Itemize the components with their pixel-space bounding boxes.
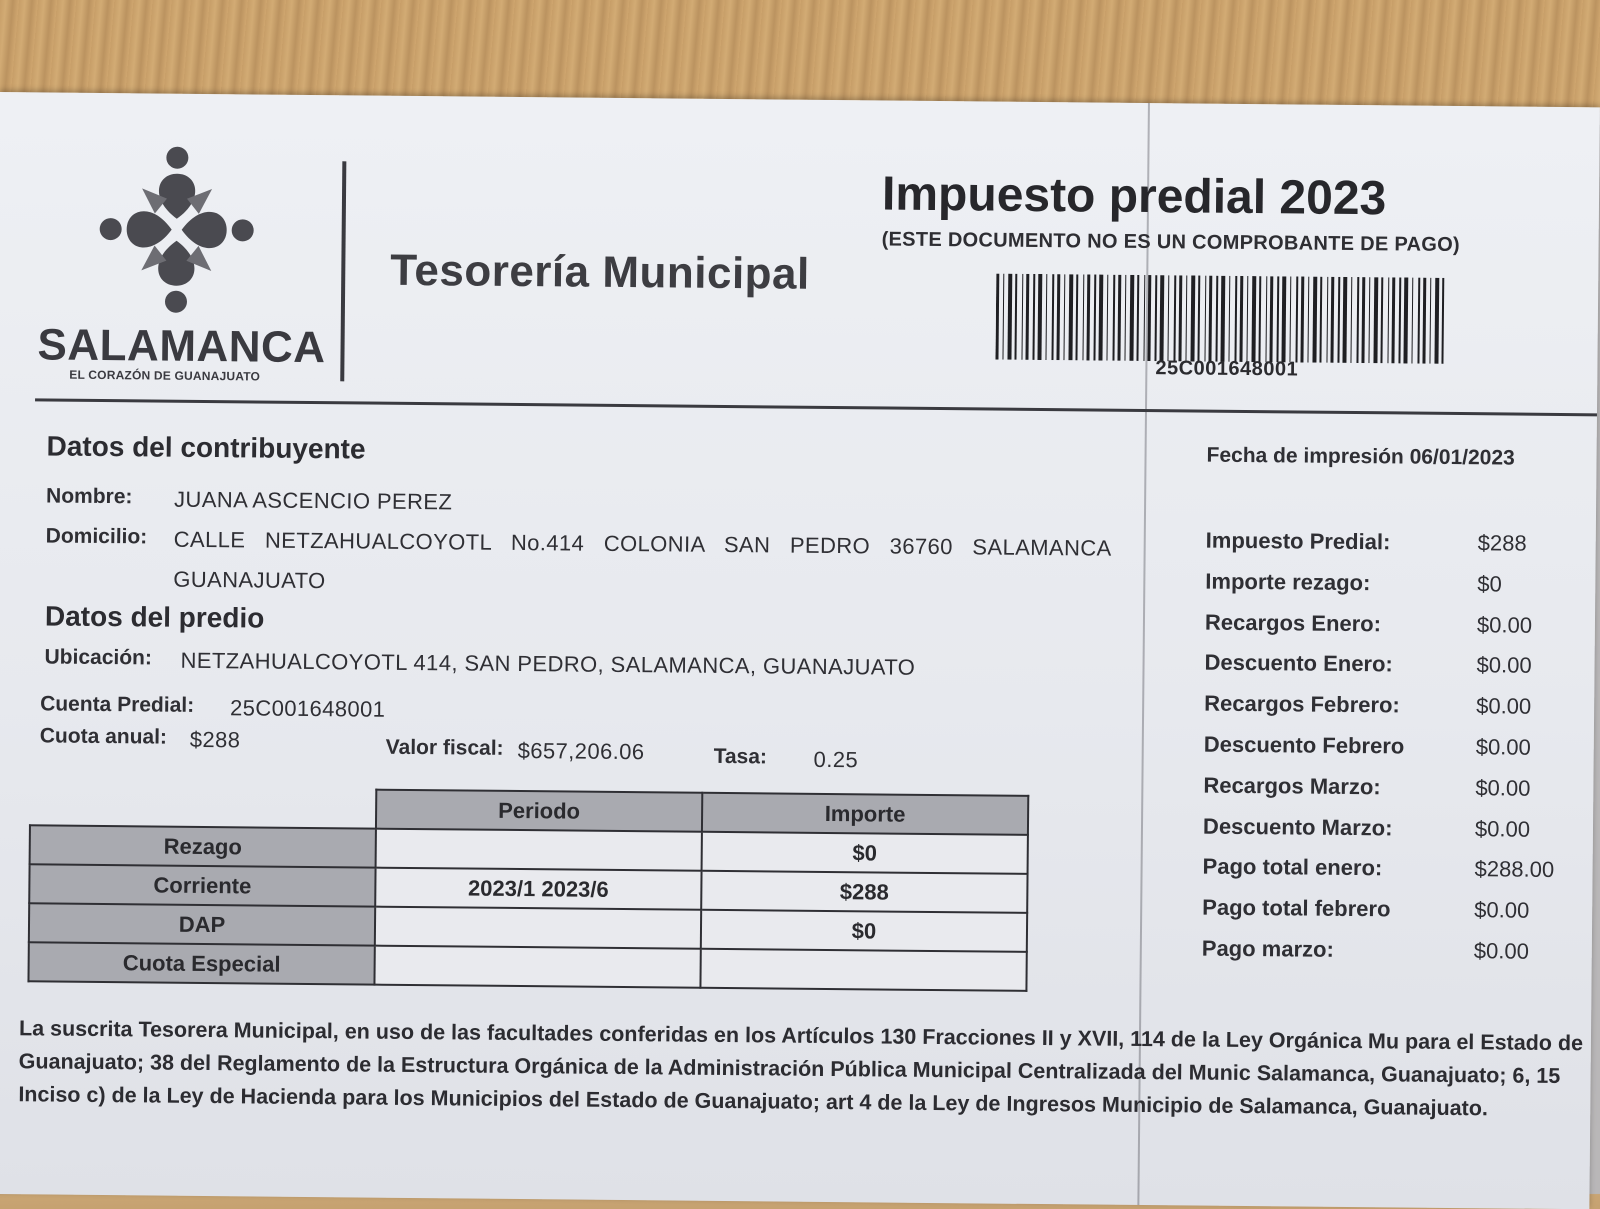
summary-label: Pago marzo: (1201, 935, 1334, 962)
summary-label: Recargos Marzo: (1203, 772, 1381, 800)
summary-label: Recargos Febrero: (1204, 690, 1400, 718)
summary-value: $288 (1477, 530, 1527, 556)
cuenta-label: Cuenta Predial: (40, 692, 195, 717)
legal-text: La suscrita Tesorera Municipal, en uso de las facultades conferidas en los Artículos 130 Fracciones II y XVII, 114 de la Ley Orgánica Mu para el Estado de Guanajuato; 38 del Reglamento de la Estructura Orgánica de la Administración Pública Municipal Centralizada del Munic Salamanca, Guanajuato; 6, 15 Inciso c) de la Ley de Hacienda para los Municipios del Estado de Guanajuato; art 4 de la Ley de Ingresos Municipio de Salamanca, Guanajuato. (18, 1016, 1584, 1121)
summary-value: $0.00 (1476, 652, 1532, 679)
summary-label: Impuesto Predial: (1205, 527, 1391, 555)
table-corner (30, 786, 376, 828)
list-item (1202, 936, 1582, 980)
domicilio-label: Domicilio: (45, 524, 148, 549)
summary-label: Recargos Enero: (1204, 609, 1382, 636)
summary-value: $0.00 (1475, 734, 1531, 760)
list-item (1204, 691, 1584, 735)
row-periodo (376, 829, 702, 871)
tasa-label: Tasa: (713, 744, 768, 769)
cuota-label: Cuota anual: (39, 724, 168, 749)
periodos-table (27, 785, 1029, 992)
row-importe: $0 (701, 910, 1027, 952)
tasa-value: 0.25 (813, 746, 859, 773)
summary-value: $0.00 (1473, 938, 1530, 964)
row-periodo (375, 907, 701, 949)
summary-value: $0.00 (1475, 774, 1531, 801)
list-item (1205, 609, 1585, 653)
fecha-value: 06/01/2023 (1409, 445, 1515, 470)
row-periodo: 2023/1 2023/6 (375, 868, 701, 910)
cuenta-value: 25C001648001 (229, 695, 386, 722)
barcode-icon (995, 274, 1448, 364)
list-item (1202, 895, 1582, 939)
valor-fiscal-value: $657,206.06 (517, 738, 645, 765)
nombre-label: Nombre: (46, 484, 133, 509)
summary-value: $0.00 (1474, 897, 1530, 923)
cuota-value: $288 (189, 726, 241, 753)
fecha-label: Fecha de impresión (1206, 443, 1404, 469)
list-item (1204, 732, 1584, 776)
brand-name: SALAMANCA (37, 320, 326, 373)
summary-value: $0.00 (1476, 611, 1533, 638)
header-rule (35, 398, 1597, 416)
ubicacion-value: NETZAHUALCOYOTL 414, SAN PEDRO, SALAMANCA, GUANAJUATO (180, 647, 916, 680)
table-row (28, 942, 1026, 991)
barcode-number: 25C001648001 (1155, 357, 1299, 381)
nombre-value: JUANA ASCENCIO PEREZ (173, 486, 453, 515)
summary-list (1202, 528, 1586, 980)
summary-label: Descuento Enero: (1204, 649, 1393, 677)
list-item (1203, 772, 1583, 816)
ubicacion-label: Ubicación: (44, 645, 153, 670)
summary-value: $0.00 (1476, 693, 1532, 719)
summary-value: $288.00 (1474, 856, 1555, 883)
summary-label: Importe rezago: (1205, 568, 1371, 595)
header-divider (340, 161, 346, 381)
row-concepto: DAP (29, 903, 375, 945)
tax-document (0, 92, 1600, 1209)
row-importe: $288 (701, 871, 1027, 913)
brand-tagline: EL CORAZÓN DE GUANAJUATO (69, 367, 261, 384)
document-disclaimer: (ESTE DOCUMENTO NO ES UN COMPROBANTE DE PAGO) (881, 228, 1461, 257)
list-item (1205, 528, 1585, 572)
section-title-contribuyente: Datos del contribuyente (46, 430, 366, 465)
domicilio-line2: GUANAJUATO (173, 566, 326, 594)
document-title: Impuesto predial 2023 (881, 167, 1387, 226)
list-item (1204, 650, 1584, 694)
section-title-predio: Datos del predio (44, 600, 265, 634)
row-importe (700, 949, 1026, 991)
summary-label: Pago total febrero (1202, 894, 1391, 922)
domicilio-line1: CALLE NETZAHUALCOYOTL No.414 COLONIA SAN PEDRO 36760 SALAMANCA (173, 526, 1112, 561)
summary-label: Pago total enero: (1202, 853, 1383, 881)
row-importe: $0 (702, 832, 1028, 874)
row-periodo (374, 946, 700, 988)
header-importe: Importe (702, 793, 1028, 835)
valor-fiscal-label: Valor fiscal: (385, 735, 504, 760)
row-concepto: Corriente (29, 864, 375, 906)
list-item (1203, 813, 1583, 857)
header-periodo: Periodo (376, 790, 702, 832)
fecha-impresion (1206, 444, 1514, 471)
row-concepto: Rezago (30, 825, 376, 867)
summary-label: Descuento Marzo: (1202, 813, 1393, 840)
salamanca-logo-icon (96, 143, 258, 315)
office-title: Tesorería Municipal (390, 245, 810, 299)
summary-value: $0.00 (1474, 815, 1531, 842)
list-item (1205, 568, 1585, 612)
summary-label: Descuento Febrero (1203, 731, 1405, 759)
summary-value: $0 (1477, 571, 1502, 597)
list-item (1202, 854, 1582, 898)
row-concepto: Cuota Especial (28, 942, 374, 984)
